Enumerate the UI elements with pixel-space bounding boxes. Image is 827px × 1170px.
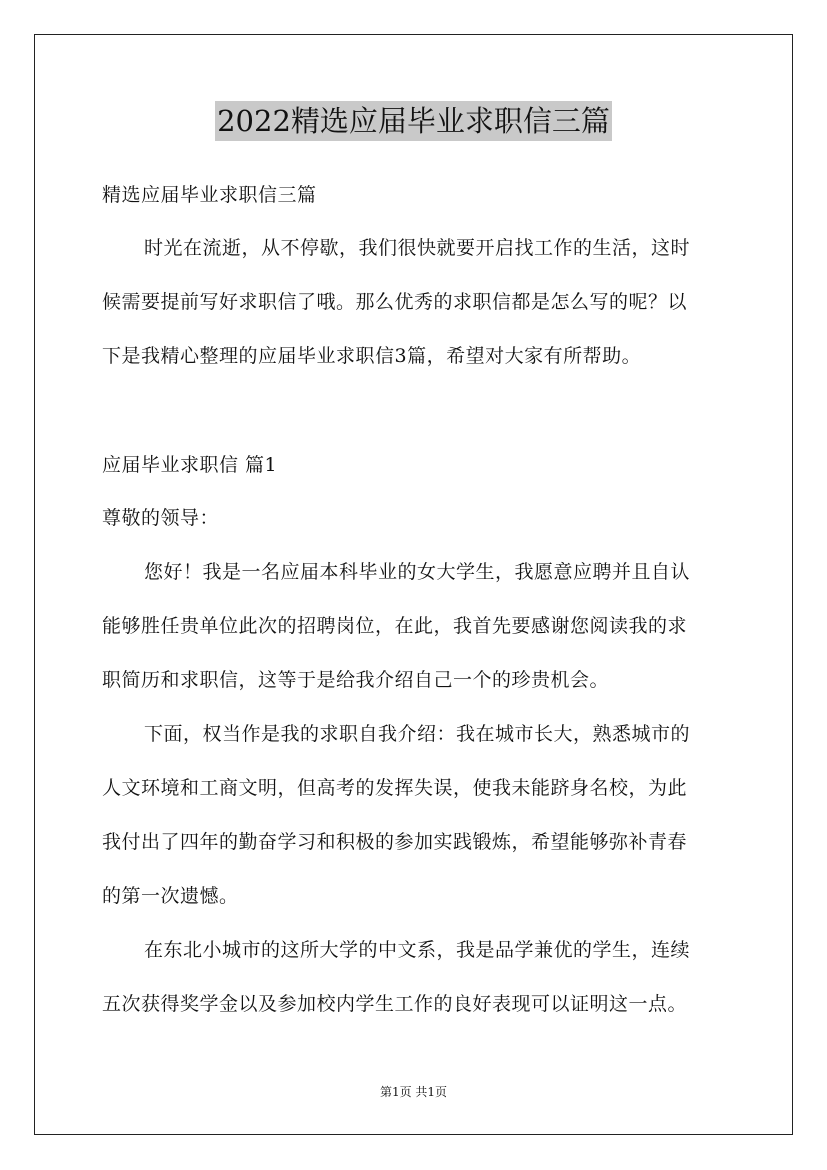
paragraph-line: 下面，权当作是我的求职自我介绍：我在城市长大，熟悉城市的 <box>144 723 691 745</box>
paragraph-line: 人文环境和工商文明，但高考的发挥失误，使我未能跻身名校，为此 <box>102 777 688 799</box>
document-subtitle: 精选应届毕业求职信三篇 <box>102 184 317 206</box>
document-title: 2022精选应届毕业求职信三篇 <box>215 101 612 141</box>
paragraph-line: 职简历和求职信，这等于是给我介绍自己一个的珍贵机会。 <box>102 669 610 691</box>
paragraph-line: 能够胜任贵单位此次的招聘岗位，在此，我首先要感谢您阅读我的求 <box>102 615 688 637</box>
section-heading: 应届毕业求职信 篇1 <box>102 454 278 476</box>
intro-line: 下是我精心整理的应届毕业求职信3篇，希望对大家有所帮助。 <box>102 345 642 367</box>
intro-line: 候需要提前写好求职信了哦。那么优秀的求职信都是怎么写的呢？以 <box>102 291 688 313</box>
paragraph-line: 我付出了四年的勤奋学习和积极的参加实践锻炼，希望能够弥补青春 <box>102 831 688 853</box>
paragraph-line: 在东北小城市的这所大学的中文系，我是品学兼优的学生，连续 <box>144 939 691 961</box>
title-container <box>0 101 827 141</box>
paragraph-line: 的第一次遗憾。 <box>102 885 239 907</box>
salutation: 尊敬的领导： <box>102 507 220 529</box>
intro-line: 时光在流逝，从不停歇，我们很快就要开启找工作的生活，这时 <box>144 237 691 259</box>
page-footer: 第1页 共1页 <box>379 1085 448 1099</box>
paragraph-line: 您好！我是一名应届本科毕业的女大学生，我愿意应聘并且自认 <box>144 561 691 583</box>
paragraph-line: 五次获得奖学金以及参加校内学生工作的良好表现可以证明这一点。 <box>102 993 688 1015</box>
